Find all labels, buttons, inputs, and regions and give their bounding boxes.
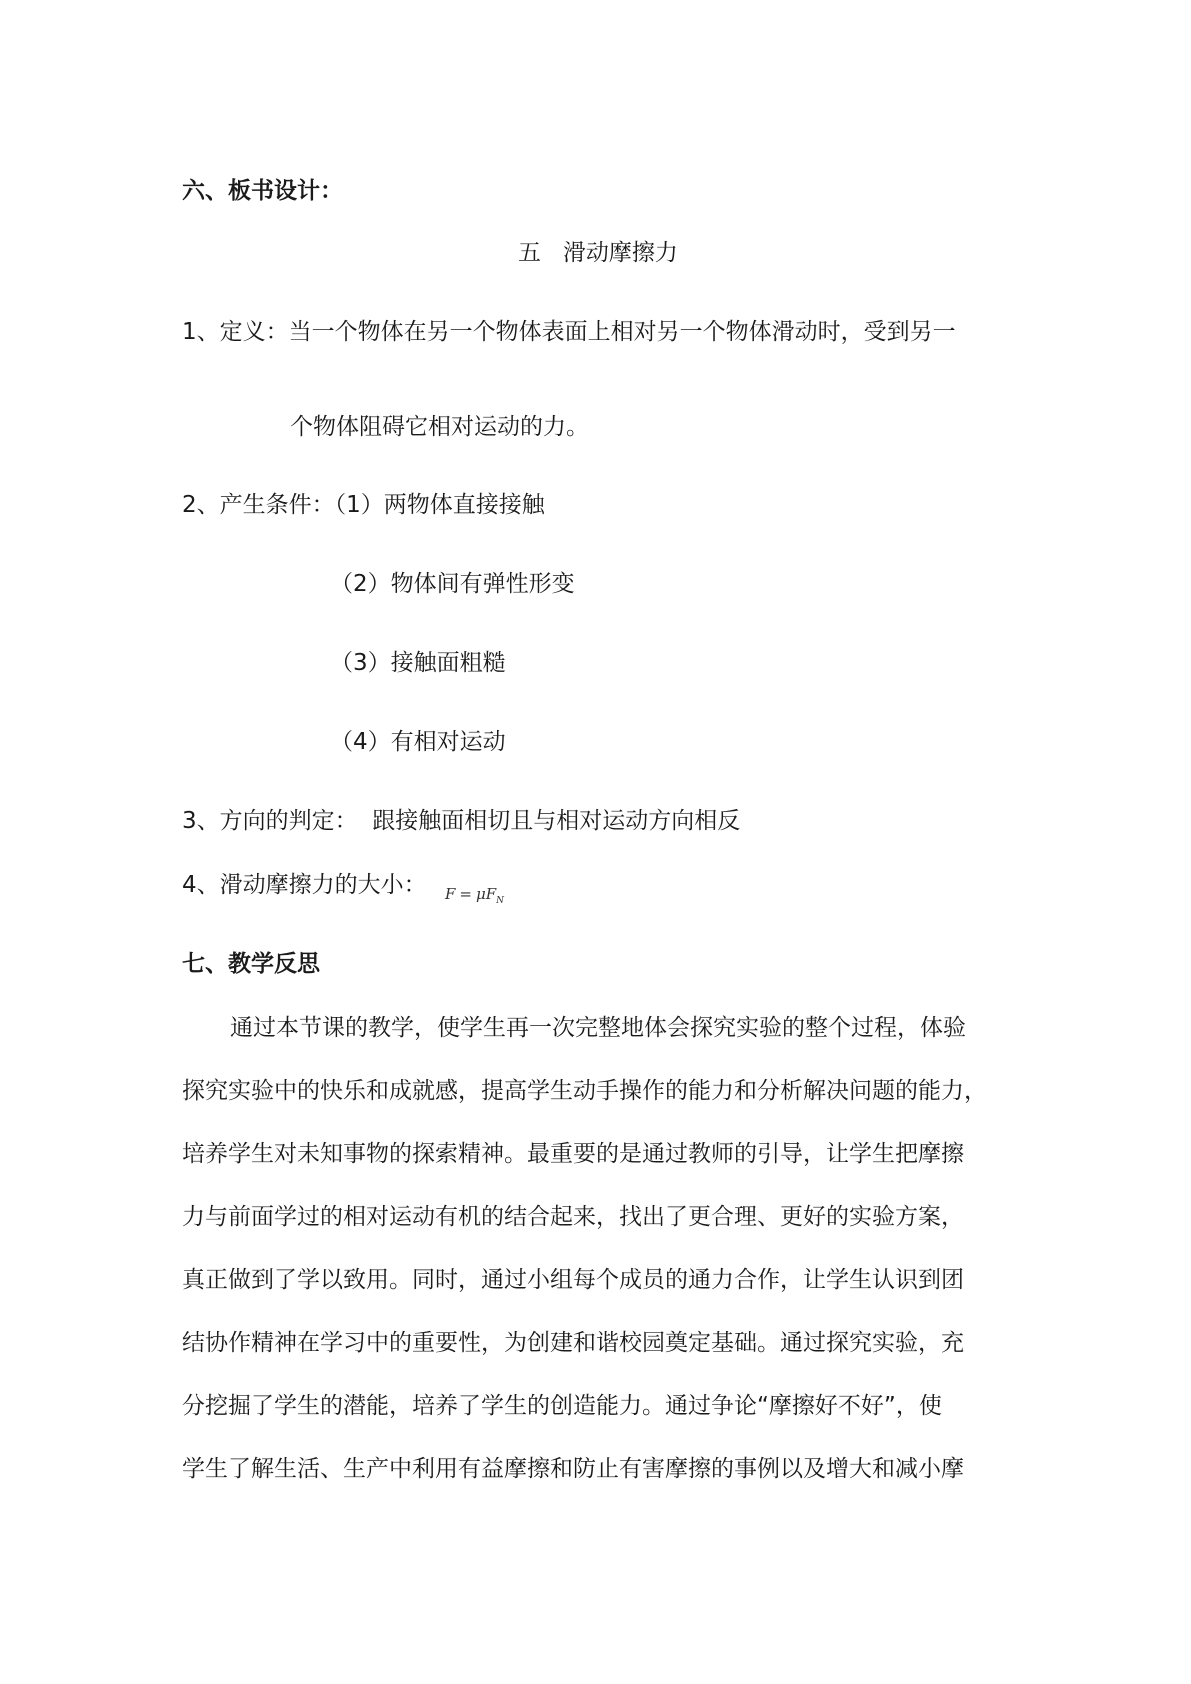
- condition-2: （2）物体间有弹性形变: [330, 571, 575, 597]
- reflection-line-4: 力与前面学过的相对运动有机的结合起来，找出了更合理、更好的实验方案，: [182, 1204, 964, 1230]
- reflection-line-3: 培养学生对未知事物的探索精神。最重要的是通过教师的引导，让学生把摩擦: [182, 1141, 964, 1167]
- conditions-line-1: 2、产生条件：（1）两物体直接接触: [182, 492, 545, 518]
- condition-4: （4）有相对运动: [330, 729, 506, 755]
- section-7-heading: 七、教学反思: [182, 951, 320, 977]
- definition-line-2: 个物体阻碍它相对运动的力。: [290, 414, 589, 440]
- formula-rhs: μF: [476, 885, 497, 903]
- reflection-line-8: 学生了解生活、生产中利用有益摩擦和防止有害摩擦的事例以及增大和减小摩: [182, 1456, 964, 1482]
- reflection-line-1: 通过本节课的教学，使学生再一次完整地体会探究实验的整个过程，体验: [230, 1015, 966, 1041]
- section-6-heading: 六、板书设计：: [182, 178, 343, 204]
- friction-formula: [445, 885, 504, 906]
- lesson-title: 五 滑动摩擦力: [518, 240, 678, 266]
- reflection-line-7: 分挖掘了学生的潜能，培养了学生的创造能力。通过争论“摩擦好不好”，使: [182, 1393, 942, 1419]
- definition-line-1: 1、定义：当一个物体在另一个物体表面上相对另一个物体滑动时，受到另一: [182, 319, 956, 345]
- condition-3: （3）接触面粗糙: [330, 650, 506, 676]
- reflection-line-6: 结协作精神在学习中的重要性，为创建和谐校园奠定基础。通过探究实验，充: [182, 1330, 964, 1356]
- magnitude-label: 4、滑动摩擦力的大小：: [182, 872, 427, 898]
- reflection-line-5: 真正做到了学以致用。同时，通过小组每个成员的通力合作，让学生认识到团: [182, 1267, 964, 1293]
- formula-equals: =: [459, 885, 472, 903]
- formula-lhs: F: [445, 885, 456, 903]
- reflection-line-2: 探究实验中的快乐和成就感，提高学生动手操作的能力和分析解决问题的能力，: [182, 1078, 987, 1104]
- formula-subscript: N: [496, 896, 505, 906]
- direction-rule: 3、方向的判定： 跟接触面相切且与相对运动方向相反: [182, 808, 741, 834]
